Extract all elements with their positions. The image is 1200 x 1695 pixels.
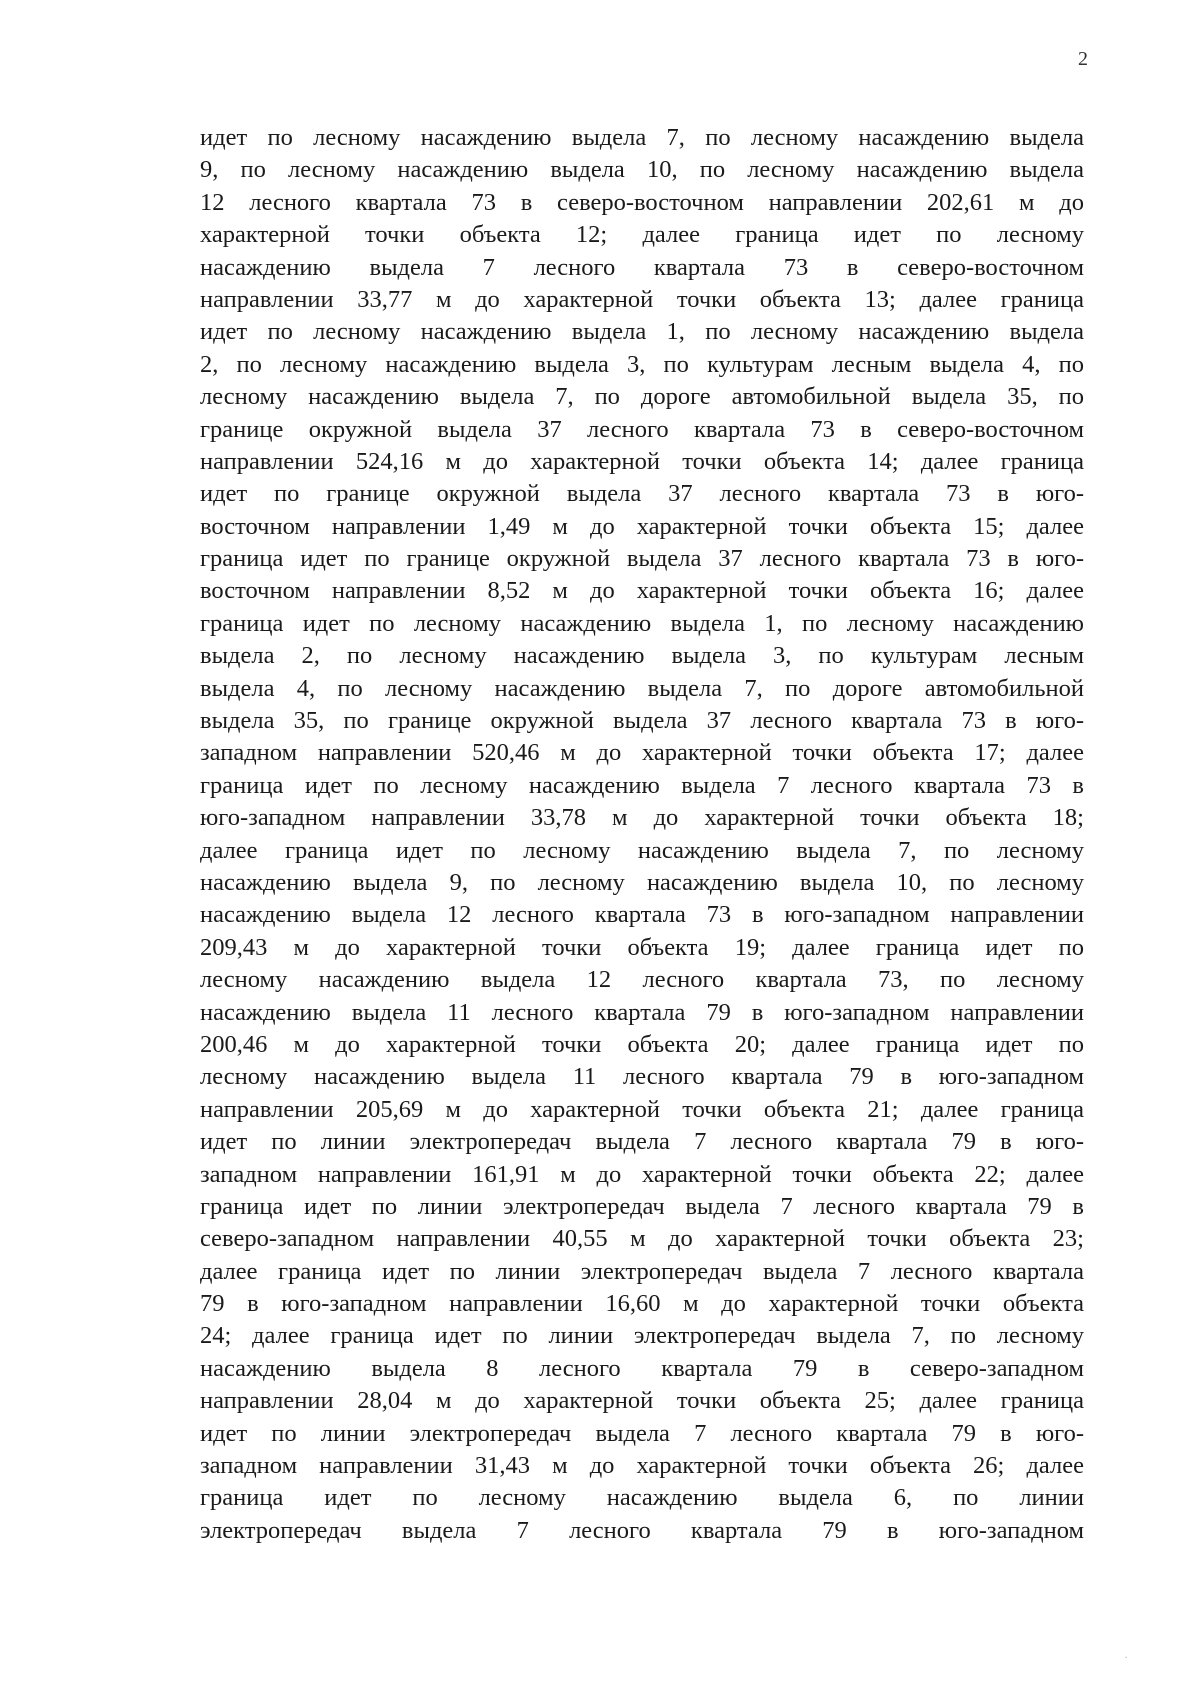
text-line: направлении 28,04 м до характерной точки объекта 25; далее граница: [200, 1387, 1084, 1415]
text-line: западном направлении 520,46 м до характерной точки объекта 17; далее: [200, 739, 1084, 767]
text-line: граница идет по лесному насаждению выдела 7 лесного квартала 73 в: [200, 771, 1084, 799]
text-line: восточном направлении 1,49 м до характерной точки объекта 15; далее: [200, 512, 1084, 540]
text-line: северо-западном направлении 40,55 м до характерной точки объекта 23;: [200, 1225, 1084, 1253]
text-line: направлении 205,69 м до характерной точки объекта 21; далее граница: [200, 1095, 1084, 1123]
text-line: граница идет по линии электропередач выдела 7 лесного квартала 79 в: [200, 1192, 1084, 1220]
text-line: 209,43 м до характерной точки объекта 19; далее граница идет по: [200, 933, 1084, 961]
text-line: идет по лесному насаждению выдела 7, по лесному насаждению выдела: [200, 124, 1084, 151]
text-line: граница идет по лесному насаждению выдела 6, по линии: [200, 1484, 1084, 1512]
text-line: граница идет по границе окружной выдела 37 лесного квартала 73 в юго-: [200, 545, 1084, 573]
text-line: насаждению выдела 7 лесного квартала 73 в северо-восточном: [200, 253, 1084, 281]
text-line: направлении 524,16 м до характерной точки объекта 14; далее граница: [200, 447, 1084, 475]
text-line: 79 в юго-западном направлении 16,60 м до характерной точки объекта: [200, 1290, 1084, 1318]
text-line: далее граница идет по линии электропередач выдела 7 лесного квартала: [200, 1257, 1084, 1285]
text-line: восточном направлении 8,52 м до характерной точки объекта 16; далее: [200, 577, 1084, 605]
scan-speck: ·: [1124, 1650, 1128, 1664]
text-line: насаждению выдела 11 лесного квартала 79 в юго-западном направлении: [200, 998, 1084, 1026]
text-line: насаждению выдела 8 лесного квартала 79 в северо-западном: [200, 1354, 1084, 1382]
text-line: 2, по лесному насаждению выдела 3, по культурам лесным выдела 4, по: [200, 350, 1084, 378]
text-line: лесному насаждению выдела 7, по дороге автомобильной выдела 35, по: [200, 383, 1084, 411]
text-line: граница идет по лесному насаждению выдела 1, по лесному насаждению: [200, 609, 1084, 637]
text-line: выдела 2, по лесному насаждению выдела 3, по культурам лесным: [200, 642, 1084, 670]
page-number: 2: [1078, 48, 1088, 70]
text-line: идет по границе окружной выдела 37 лесного квартала 73 в юго-: [200, 480, 1084, 508]
text-line: насаждению выдела 9, по лесному насаждению выдела 10, по лесному: [200, 868, 1084, 896]
text-line: далее граница идет по лесному насаждению выдела 7, по лесному: [200, 836, 1084, 864]
text-line: идет по линии электропередач выдела 7 лесного квартала 79 в юго-: [200, 1419, 1084, 1447]
body-text: [200, 122, 1084, 1547]
text-line: 200,46 м до характерной точки объекта 20; далее граница идет по: [200, 1030, 1084, 1058]
text-line: электропередач выдела 7 лесного квартала 79 в юго-западном: [200, 1516, 1084, 1544]
text-line: 12 лесного квартала 73 в северо-восточном направлении 202,61 м до: [200, 188, 1084, 216]
text-line: лесному насаждению выдела 11 лесного квартала 79 в юго-западном: [200, 1063, 1084, 1091]
text-line: юго-западном направлении 33,78 м до характерной точки объекта 18;: [200, 804, 1084, 832]
text-line: западном направлении 161,91 м до характерной точки объекта 22; далее: [200, 1160, 1084, 1188]
text-line: идет по лесному насаждению выдела 1, по лесному насаждению выдела: [200, 318, 1084, 346]
text-line: характерной точки объекта 12; далее граница идет по лесному: [200, 221, 1084, 249]
text-line: выдела 35, по границе окружной выдела 37 лесного квартала 73 в юго-: [200, 707, 1084, 735]
text-line: 24; далее граница идет по линии электропередач выдела 7, по лесному: [200, 1322, 1084, 1350]
text-line: 9, по лесному насаждению выдела 10, по лесному насаждению выдела: [200, 156, 1084, 184]
text-line: направлении 33,77 м до характерной точки объекта 13; далее граница: [200, 285, 1084, 313]
text-line: западном направлении 31,43 м до характерной точки объекта 26; далее: [200, 1452, 1084, 1480]
text-line: идет по линии электропередач выдела 7 лесного квартала 79 в юго-: [200, 1128, 1084, 1156]
text-line: границе окружной выдела 37 лесного квартала 73 в северо-восточном: [200, 415, 1084, 443]
text-line: насаждению выдела 12 лесного квартала 73 в юго-западном направлении: [200, 901, 1084, 929]
text-line: выдела 4, по лесному насаждению выдела 7, по дороге автомобильной: [200, 674, 1084, 702]
text-line: лесному насаждению выдела 12 лесного квартала 73, по лесному: [200, 966, 1084, 994]
